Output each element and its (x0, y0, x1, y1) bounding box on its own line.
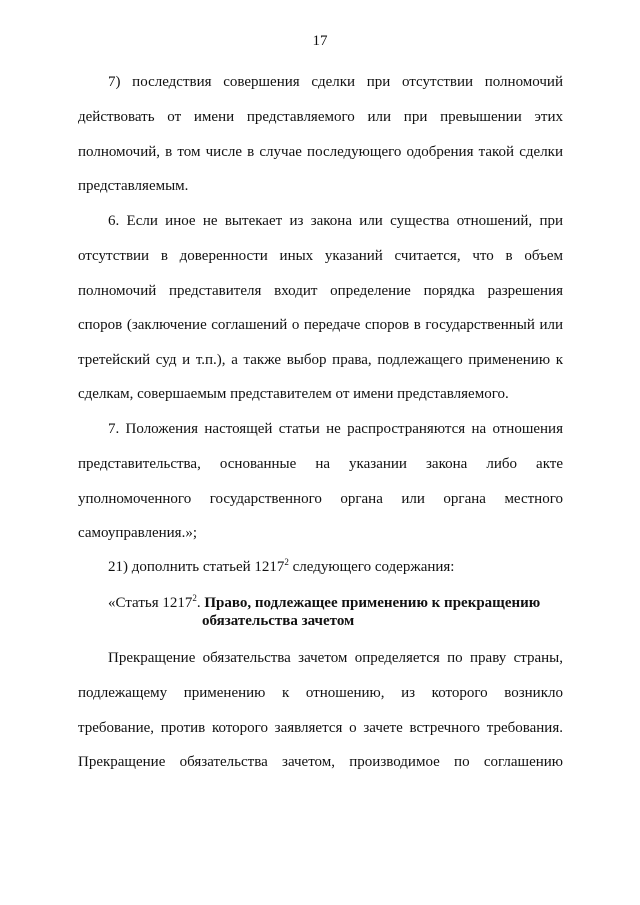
item7-line-2: действовать от имени представляемого или при превышении этих (78, 109, 563, 125)
para6-line-1: 6. Если иное не вытекает из закона или существа отношений, при (108, 213, 563, 229)
article-prefix: «Статья 1217 (108, 595, 193, 611)
para7-line-4: самоуправления.»; (78, 525, 198, 541)
para6-line-3: полномочий представителя входит определение порядка разрешения (78, 283, 563, 299)
item7-line-1: 7) последствия совершения сделки при отсутствии полномочий (108, 74, 563, 90)
page-number: 17 (312, 33, 328, 49)
para6-line-2: отсутствии в доверенности иных указаний считается, что в объем (78, 248, 563, 264)
article-title-line-2: обязательства зачетом (202, 613, 355, 629)
item7-line-4: представляемым. (78, 178, 189, 194)
para7-line-1: 7. Положения настоящей статьи не распространяются на отношения (108, 421, 563, 437)
para7-line-3: уполномоченного государственного органа или органа местного (78, 491, 563, 507)
para6-line-4: споров (заключение соглашений о передаче споров в государственный или (78, 317, 563, 333)
amendment-suffix: следующего содержания: (288, 559, 455, 575)
body-line-3: требование, против которого заявляется о зачете встречного требования. (78, 720, 563, 736)
item7-line-3: полномочий, в том числе в случае последующего одобрения такой сделки (78, 144, 563, 160)
body-line-1: Прекращение обязательства зачетом определяется по праву страны, (108, 650, 563, 666)
amendment-superscript: 2 (284, 557, 289, 567)
article-superscript: 2 (192, 593, 197, 603)
para7-line-2: представительства, основанные на указании закона либо акте (78, 456, 563, 472)
article-dot: . (196, 595, 205, 611)
para6-line-5: третейский суд и т.п.), а также выбор права, подлежащего применению к (78, 352, 563, 368)
article-title-line-1: Право, подлежащее применению к прекращению (204, 595, 541, 611)
amendment-prefix: 21) дополнить статьей 1217 (108, 559, 285, 575)
para6-line-6: сделкам, совершаемым представителем от имени представляемого. (78, 386, 509, 402)
body-line-4: Прекращение обязательства зачетом, производимое по соглашению (78, 754, 563, 770)
body-line-2: подлежащему применению к отношению, из которого возникло (78, 685, 563, 701)
article-heading (108, 593, 540, 613)
amendment-line (108, 557, 454, 577)
